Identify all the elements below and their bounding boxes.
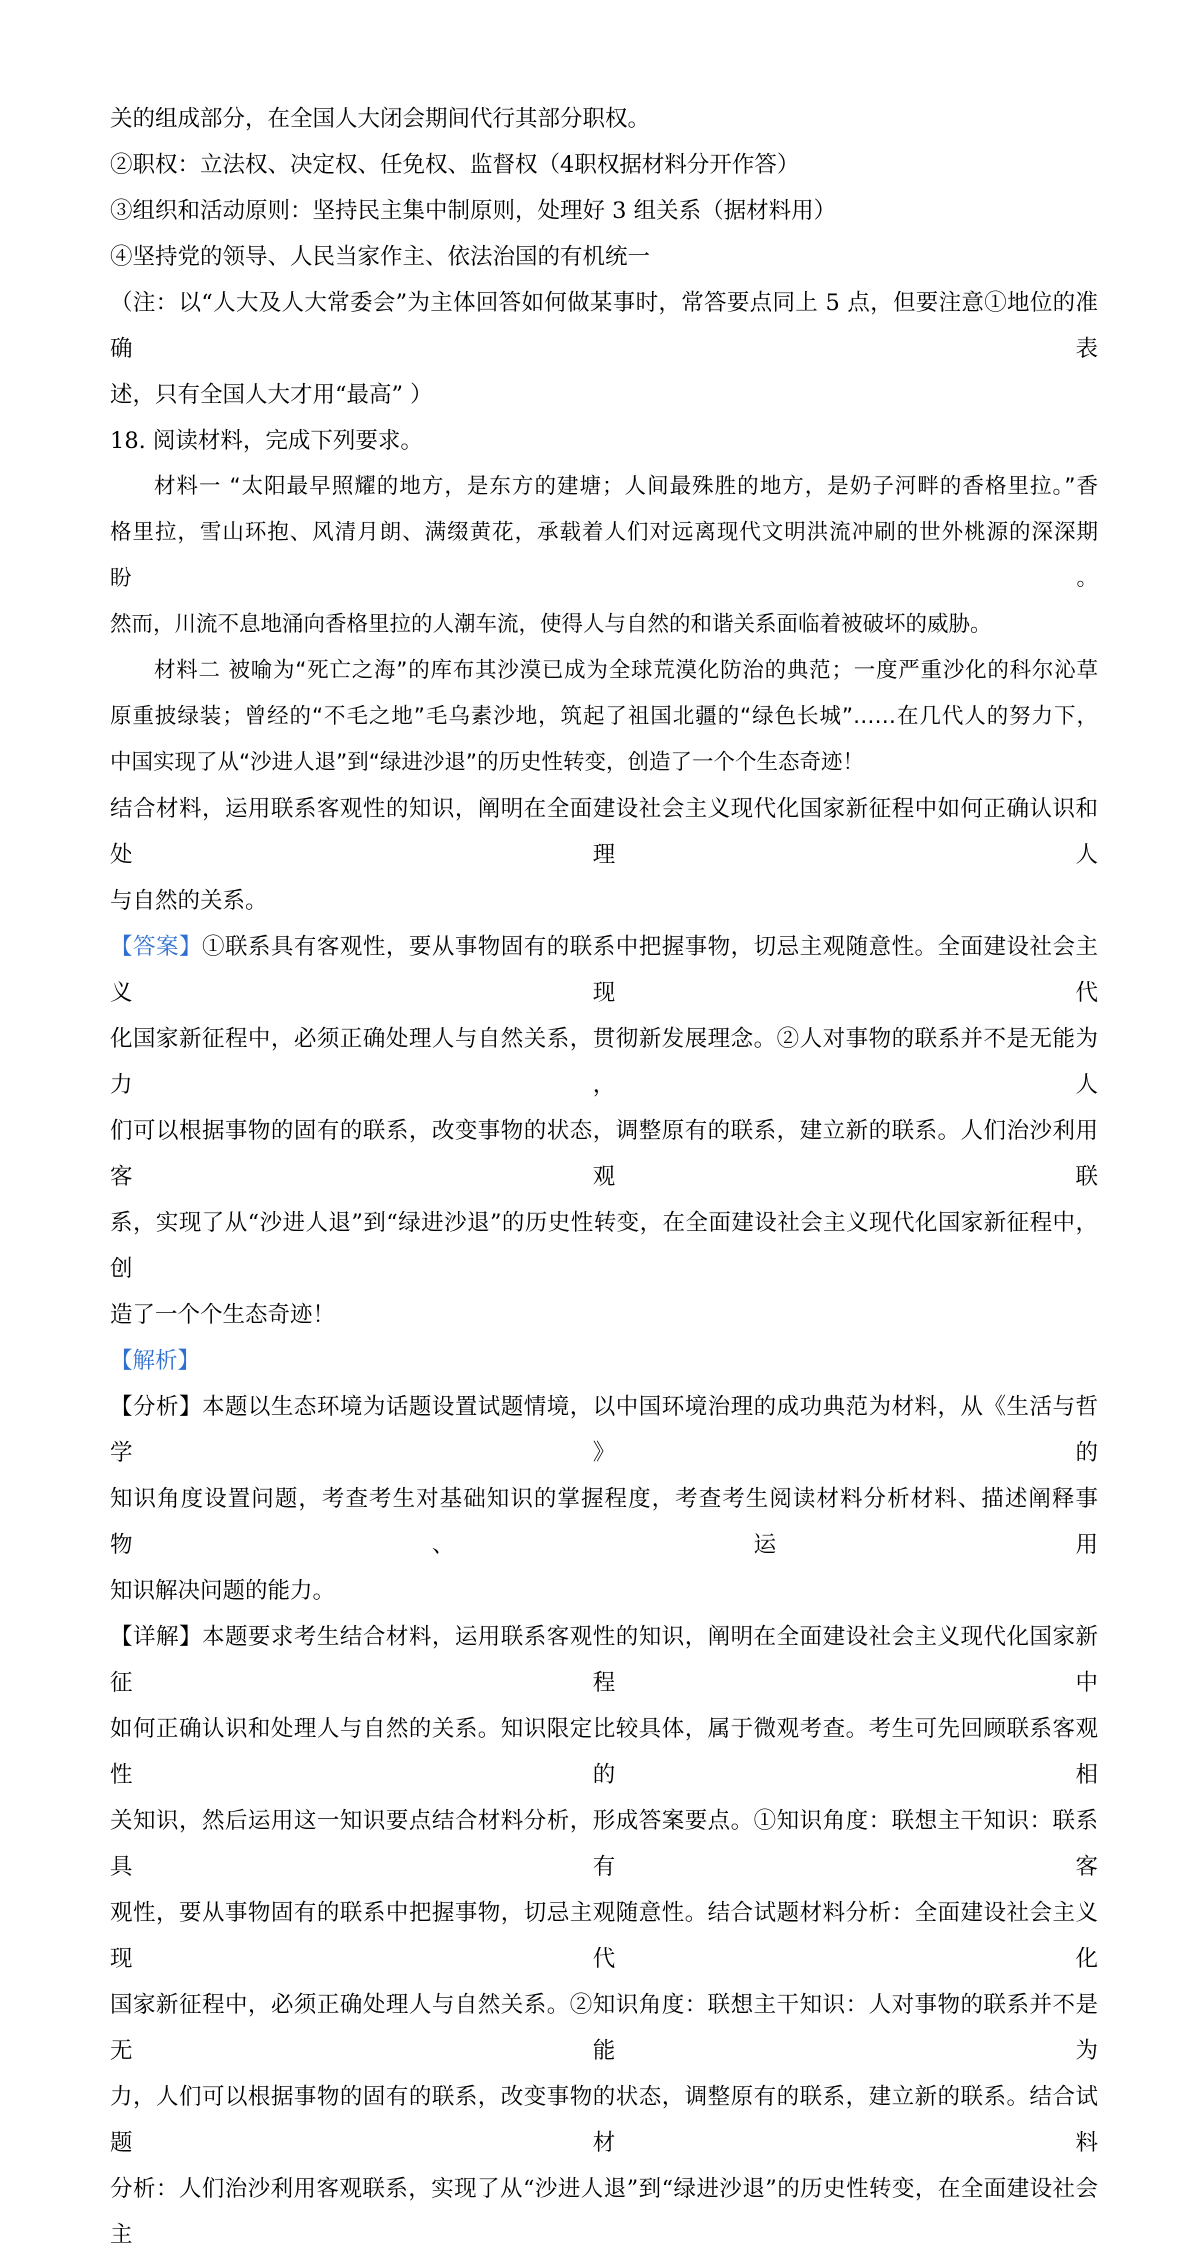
xiangjie-line: 关知识，然后运用这一知识要点结合材料分析，形成答案要点。①知识角度：联想主干知识：联系具有客	[110, 1808, 1098, 1880]
answer-line-1	[110, 924, 1098, 1016]
point-3-principles: ③组织和活动原则：坚持民主集中制原则，处理好 3 组关系（据材料用）	[110, 198, 837, 224]
answer-line: 造了一个个生态奇迹！	[110, 1302, 336, 1328]
answer-line: 系，实现了从“沙进人退”到“绿进沙退”的历史性转变，在全面建设社会主义现代化国家新征程中，创	[110, 1210, 1098, 1282]
material-1-line: 然而，川流不息地涌向香格里拉的人潮车流，使得人与自然的和谐关系面临着被破坏的威胁。	[110, 612, 992, 637]
material-2-line: 原重披绿装；曾经的“不毛之地”毛乌素沙地，筑起了祖国北疆的“绿色长城”……在几代人的努力下，	[110, 704, 1098, 729]
xiangjie-line-1	[110, 1614, 1098, 1706]
fenxi-line: 知识解决问题的能力。	[110, 1578, 336, 1604]
xiangjie-line: 观性，要从事物固有的联系中把握事物，切忌主观随意性。结合试题材料分析：全面建设社会主义现代化	[110, 1900, 1098, 1972]
answer-label: 【答案】	[110, 934, 202, 960]
xiangjie-text: 本题要求考生结合材料，运用联系客观性的知识，阐明在全面建设社会主义现代化国家新征程中	[110, 1624, 1098, 1696]
fenxi-label: 【分析】	[110, 1394, 202, 1420]
requirement-line: 结合材料，运用联系客观性的知识，阐明在全面建设社会主义现代化国家新征程中如何正确认识和处理人	[110, 796, 1098, 868]
xiangjie-label: 【详解】	[110, 1624, 202, 1650]
point-4-unity: ④坚持党的领导、人民当家作主、依法治国的有机统一	[110, 244, 651, 270]
note-line-1: （注：以“人大及人大常委会”为主体回答如何做某事时，常答要点同上 5 点，但要注意①地位的准确表	[110, 290, 1098, 362]
note-line-2: 述，只有全国人大才用“最高” ）	[110, 382, 433, 408]
question-18-stem: 18. 阅读材料，完成下列要求。	[110, 428, 423, 454]
answer-text: ①联系具有客观性，要从事物固有的联系中把握事物，切忌主观随意性。全面建设社会主义现代	[110, 934, 1098, 1006]
fenxi-line: 知识角度设置问题，考查考生对基础知识的掌握程度，考查考生阅读材料分析材料、描述阐释事物、运用	[110, 1486, 1098, 1558]
material-1-line: 格里拉，雪山环抱、风清月朗、满缀黄花，承载着人们对远离现代文明洪流冲刷的世外桃源的深深期盼。	[110, 520, 1098, 591]
xiangjie-line: 如何正确认识和处理人与自然的关系。知识限定比较具体，属于微观考查。考生可先回顾联系客观性的相	[110, 1716, 1098, 1788]
xiangjie-line: 分析：人们治沙利用客观联系，实现了从“沙进人退”到“绿进沙退”的历史性转变，在全面建设社会主	[110, 2176, 1098, 2248]
analysis-label: 【解析】	[110, 1348, 201, 1374]
continuation-line: 关的组成部分，在全国人大闭会期间代行其部分职权。	[110, 106, 651, 132]
answer-line: 化国家新征程中，必须正确处理人与自然关系，贯彻新发展理念。②人对事物的联系并不是无能为力，人	[110, 1026, 1098, 1098]
analysis-heading	[110, 1338, 1098, 1384]
material-2-line: 中国实现了从“沙进人退”到“绿进沙退”的历史性转变，创造了一个个生态奇迹！	[110, 750, 865, 775]
fenxi-line-1	[110, 1384, 1098, 1476]
material-2-line: 材料二 被喻为“死亡之海”的库布其沙漠已成为全球荒漠化防治的典范；一度严重沙化的科尔沁草	[154, 658, 1098, 683]
requirement-line: 与自然的关系。	[110, 888, 268, 914]
document-body	[110, 96, 1098, 2258]
xiangjie-line: 力，人们可以根据事物的固有的联系，改变事物的状态，调整原有的联系，建立新的联系。结合试题材料	[110, 2084, 1098, 2156]
xiangjie-line: 国家新征程中，必须正确处理人与自然关系。②知识角度：联想主干知识：人对事物的联系并不是无能为	[110, 1992, 1098, 2064]
point-2-powers: ②职权：立法权、决定权、任免权、监督权（4职权据材料分开作答）	[110, 152, 800, 178]
material-1-line: 材料一 “太阳最早照耀的地方，是东方的建塘；人间最殊胜的地方，是奶子河畔的香格里拉。”香	[154, 474, 1098, 499]
answer-line: 们可以根据事物的固有的联系，改变事物的状态，调整原有的联系，建立新的联系。人们治沙利用客观联	[110, 1118, 1098, 1190]
fenxi-text: 本题以生态环境为话题设置试题情境，以中国环境治理的成功典范为材料，从《生活与哲学》的	[110, 1394, 1098, 1466]
